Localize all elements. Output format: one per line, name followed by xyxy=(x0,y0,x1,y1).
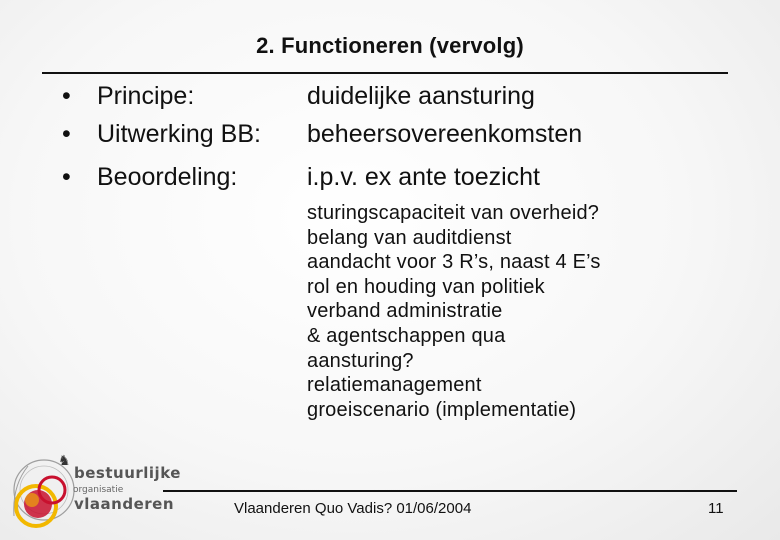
sub-item: groeiscenario (implementatie) xyxy=(307,398,577,421)
logo-text-line3: vlaanderen xyxy=(74,495,175,513)
bullet-value: beheersovereenkomsten xyxy=(307,120,583,148)
page-number: 11 xyxy=(708,500,724,517)
bullet-value: duidelijke aansturing xyxy=(307,82,535,110)
sub-item-list xyxy=(307,201,601,422)
sub-item: aansturing? xyxy=(307,349,414,372)
sub-item: sturingscapaciteit van overheid? xyxy=(307,202,600,224)
logo-text-line1: bestuurlijke xyxy=(74,464,181,482)
sub-item: relatiemanagement xyxy=(307,374,482,397)
sub-item: belang van auditdienst xyxy=(307,226,512,249)
bullet-value: i.p.v. ex ante toezicht xyxy=(307,163,540,191)
slide-title: 2. Functioneren (vervolg) xyxy=(256,33,524,58)
flemish-lion-icon: ♞ xyxy=(58,452,71,468)
bullet-marker: • xyxy=(62,120,71,148)
bullet-marker: • xyxy=(62,82,71,110)
footer-divider xyxy=(163,490,737,492)
bullet-marker: • xyxy=(62,163,71,191)
bullet-label: Beoordeling: xyxy=(97,163,238,191)
bullet-label: Uitwerking BB: xyxy=(97,120,261,148)
footer-text: Vlaanderen Quo Vadis? 01/06/2004 xyxy=(234,500,472,517)
sub-item: verband administratie xyxy=(307,300,503,323)
title-divider xyxy=(42,72,728,74)
sub-item: rol en houding van politiek xyxy=(307,275,545,298)
sub-item: & agentschappen qua xyxy=(307,324,506,347)
bullet-label: Principe: xyxy=(97,82,195,110)
logo-text-line2: organisatie xyxy=(73,485,124,495)
sub-item: aandacht voor 3 R’s, naast 4 E’s xyxy=(307,251,601,274)
